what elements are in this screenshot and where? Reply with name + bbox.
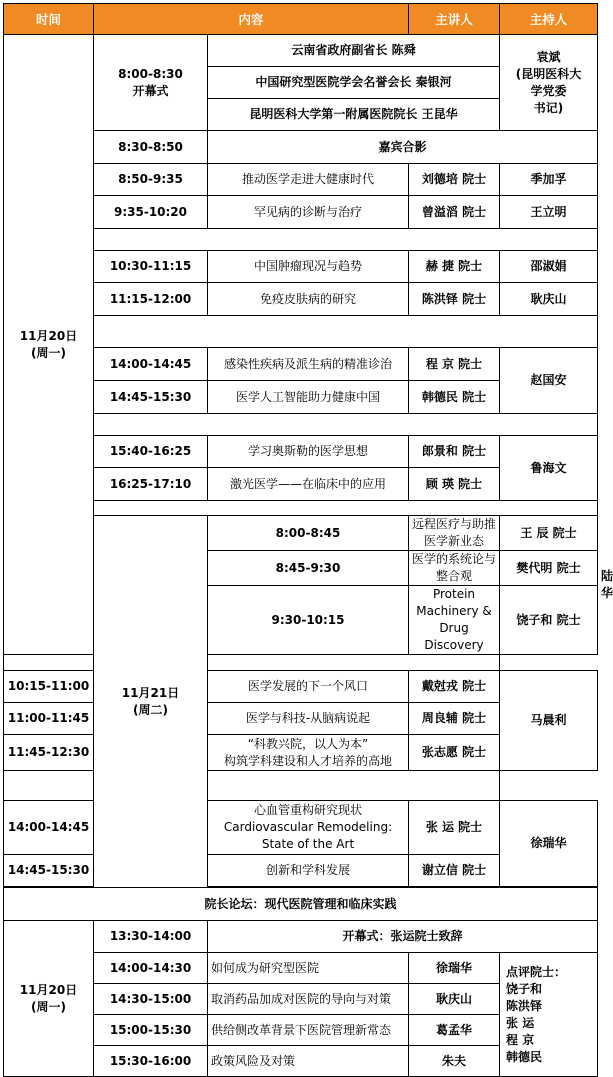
header-speaker: 主讲人 (409, 4, 500, 35)
talk-time: 14:00-14:45 (4, 801, 94, 855)
talk-title-line: Protein Machinery & Drug (416, 587, 492, 635)
talk-time: 14:00-14:45 (94, 348, 208, 381)
opening-item: 昆明医科大学第一附属医院院长 王昆华 (208, 99, 500, 131)
talk-time: 11:00-11:45 (4, 703, 94, 735)
talk-speaker: 张 运 院士 (409, 801, 500, 855)
opening-label: 开幕式 (132, 83, 169, 98)
talk-time: 15:40-16:25 (94, 436, 208, 468)
talk-speaker: 葛孟华 (409, 1015, 500, 1046)
opening-host-line: 学党委 (530, 83, 567, 98)
opening-item: 中国研究型医院学会名誉会长 秦银河 (208, 67, 500, 99)
talk-time: 15:30-16:00 (94, 1046, 208, 1077)
opening-host-line: 书记) (533, 100, 564, 115)
spacer-row (94, 414, 598, 436)
talk-time: 9:30-10:15 (208, 586, 409, 655)
talk-time: 8:50-9:35 (94, 164, 208, 196)
opening-host-line: 袁斌 (536, 49, 561, 64)
header-time: 时间 (4, 4, 94, 35)
talk-title (208, 735, 409, 771)
day2-date: 11月21日 (121, 685, 180, 700)
talk-title: 中国肿瘤现况与趋势 (208, 251, 409, 283)
talk-time: 11:45-12:30 (4, 735, 94, 771)
talk-time: 14:45-15:30 (4, 855, 94, 887)
reviewer-line: 陈洪铎 (506, 998, 543, 1013)
reviewer-line: 张 运 (506, 1015, 535, 1030)
talk-speaker: 张志愿 院士 (409, 735, 500, 771)
talk-time: 16:25-17:10 (94, 468, 208, 501)
reviewer-line: 点评院士： (506, 964, 567, 979)
talk-title: 供给侧改革背景下医院管理新常态 (208, 1015, 409, 1046)
talk-time: 8:45-9:30 (208, 551, 409, 586)
talk-host: 王立明 (500, 196, 598, 229)
talk-title-line: 心血管重构研究现状 (254, 803, 363, 817)
talk-time: 14:00-14:30 (94, 953, 208, 984)
talk-time: 10:15-11:00 (4, 671, 94, 703)
talk-title-line: Discovery (424, 638, 484, 652)
day1-weekday: (周一) (31, 345, 66, 360)
spacer-row (4, 771, 500, 801)
reviewer-line: 饶子和 (506, 981, 543, 996)
talk-title: 取消药品加成对医院的导向与对策 (208, 984, 409, 1015)
talk-host: 马晨利 (500, 671, 598, 771)
talk-speaker: 顾 瑛 院士 (409, 468, 500, 501)
reviewer-line: 韩德民 (506, 1049, 543, 1064)
reviewer-line: 程 京 (506, 1032, 535, 1047)
talk-title (409, 586, 500, 655)
talk-host: 耿庆山 (500, 283, 598, 316)
talk-title-line: “科教兴院，以人为本” (247, 736, 369, 751)
talk-title-line: 构筑学科建设和人才培养的高地 (224, 753, 393, 768)
talk-title: 激光医学——在临床中的应用 (208, 468, 409, 501)
talk-speaker: 郎景和 院士 (409, 436, 500, 468)
talk-speaker: 耿庆山 (409, 984, 500, 1015)
forum-weekday: (周一) (31, 999, 66, 1014)
talk-title: 推动医学走进大健康时代 (208, 164, 409, 196)
talk-title: 政策风险及对策 (208, 1046, 409, 1077)
talk-time: 14:45-15:30 (94, 381, 208, 414)
talk-host: 邵淑娟 (500, 251, 598, 283)
day2-date-cell (94, 516, 208, 888)
talk-title: 如何成为研究型医院 (208, 953, 409, 984)
talk-speaker: 谢立信 院士 (409, 855, 500, 887)
talk-title: 创新和学科发展 (208, 855, 409, 887)
talk-speaker: 樊代明 院士 (500, 551, 598, 586)
talk-speaker: 陈洪铎 院士 (409, 283, 500, 316)
talk-speaker: 刘德培 院士 (409, 164, 500, 196)
day1-date: 11月20日 (19, 328, 78, 343)
photo-label: 嘉宾合影 (208, 131, 598, 164)
talk-time: 10:30-11:15 (94, 251, 208, 283)
talk-title: 学习奥斯勒的医学思想 (208, 436, 409, 468)
talk-title: 医学与科技-从脑病说起 (208, 703, 409, 735)
opening-host-line: (昆明医科大 (515, 66, 582, 81)
header-row (4, 4, 598, 35)
talk-host: 徐瑞华 (500, 801, 598, 887)
talk-host: 季加孚 (500, 164, 598, 196)
talk-time: 11:15-12:00 (94, 283, 208, 316)
talk-title-line: State of the Art (261, 837, 355, 851)
forum-title: 院长论坛：现代医院管理和临床实践 (4, 888, 598, 921)
talk-speaker: 韩德民 院士 (409, 381, 500, 414)
talk-title (208, 801, 409, 855)
header-content: 内容 (94, 4, 409, 35)
talk-speaker: 赫 捷 院士 (409, 251, 500, 283)
talk-title: 医学人工智能助力健康中国 (208, 381, 409, 414)
forum-date-cell (4, 921, 94, 1077)
opening-time-cell (94, 35, 208, 131)
spacer-row (94, 316, 598, 348)
forum-date: 11月20日 (19, 982, 78, 997)
photo-time: 8:30-8:50 (94, 131, 208, 164)
opening-item: 云南省政府副省长 陈舜 (208, 35, 500, 67)
talk-speaker: 戴尅戎 院士 (409, 671, 500, 703)
talk-speaker: 朱夫 (409, 1046, 500, 1077)
day2-weekday: (周二) (133, 702, 168, 717)
opening-host (500, 35, 598, 131)
talk-title: 罕见病的诊断与治疗 (208, 196, 409, 229)
talk-host: 赵国安 (500, 348, 598, 414)
talk-speaker: 饶子和 院士 (500, 586, 598, 655)
spacer-row (4, 655, 500, 671)
talk-speaker: 曾溢滔 院士 (409, 196, 500, 229)
forum-reviewers (500, 953, 598, 1077)
talk-speaker: 王 辰 院士 (500, 516, 598, 551)
talk-time: 8:00-8:45 (208, 516, 409, 551)
talk-time: 14:30-15:00 (94, 984, 208, 1015)
talk-title: 免疫皮肤病的研究 (208, 283, 409, 316)
spacer-row (94, 501, 598, 516)
schedule-table: 时间 内容 主讲人 主持人 11月20日 (周一) 8:00-8:30 开幕式 云南省政府副省长 陈舜 袁斌 (昆明医科大 学党委 书记) 中国研究型医院学会名誉会长 秦银河 昆明医科大学第一附属医院院长 王昆华 8:30-8:50 嘉宾合影 8:50-9:35 推动医学走进大健康时代 刘德培 院士 季加孚 9:35-10:20 罕见病的诊断与治疗 曾溢滔 院士 王立明 10:30-11:15 中国肿瘤现况与趋势 赫 捷 院士 邵淑娟 11:15-12:00 免疫皮肤病的研究 陈洪铎 院士 耿庆山 14:00-14:45 感染性疾病及派生病的精准诊治 程 京 院士 赵国安 14:45-15:30 医学人工智能助力健康中国 韩德民 院士 15:40-16:25 学习奥斯勒的医学思想 郎景和 院士 鲁海文 16:25-17:10 激光医学——在临床中的应用 顾 瑛 院士 11月21日 (周二) 8:00-8:45 远程医疗与助推医学新业态 王 辰 院士 陆 华 8:45-9:30 医学的系统论与整合观 樊代明 院士 9:30-10:15 Protein Machinery & Drug Discovery 饶子和 院士 10:15-11:00 医学发展的下一个风口 戴尅戎 院士 马晨利 11:00-11:45 医学与科技-从脑病说起 周良辅 院士 11:45-12:30 “科教兴院，以人为本” 构筑学科建设和人才培养的高地 张志愿 院士 14:00-14:45 心血管重构研究现状 Cardiovascular Remodeling: State of the Art 张 运 院士 徐瑞华 14:45-15:30 创新和学科发展 谢立信 院士 院长论坛：现代医院管理和临床实践 11月20日 (周一) 13:30-14:00 开幕式：张运院士致辞 14:00-14:30 如何成为研究型医院 徐瑞华 点评院士： 饶子和 陈洪铎 张 运 程 京 韩德民 14:30-15:00 取消药品加成对医院的导向与对策 耿庆山 15:00-15:30 供给侧改革背景下医院管理新常态 葛孟华 15:30-16:00 政策风险及对策 朱夫 (3, 3, 598, 1077)
talk-title: 感染性疾病及派生病的精准诊治 (208, 348, 409, 381)
talk-speaker: 周良辅 院士 (409, 703, 500, 735)
talk-title: 远程医疗与助推医学新业态 (409, 516, 500, 551)
header-host: 主持人 (500, 4, 598, 35)
talk-title: 医学的系统论与整合观 (409, 551, 500, 586)
talk-speaker: 徐瑞华 (409, 953, 500, 984)
talk-time: 15:00-15:30 (94, 1015, 208, 1046)
talk-host: 鲁海文 (500, 436, 598, 501)
forum-opening-label: 开幕式：张运院士致辞 (208, 921, 598, 953)
day1-date-cell (4, 35, 94, 655)
talk-speaker: 程 京 院士 (409, 348, 500, 381)
opening-time: 8:00-8:30 (118, 66, 183, 81)
talk-title-line: Cardiovascular Remodeling: (223, 820, 393, 834)
talk-title: 医学发展的下一个风口 (208, 671, 409, 703)
forum-opening-time: 13:30-14:00 (94, 921, 208, 953)
spacer-row (94, 229, 598, 251)
talk-time: 9:35-10:20 (94, 196, 208, 229)
